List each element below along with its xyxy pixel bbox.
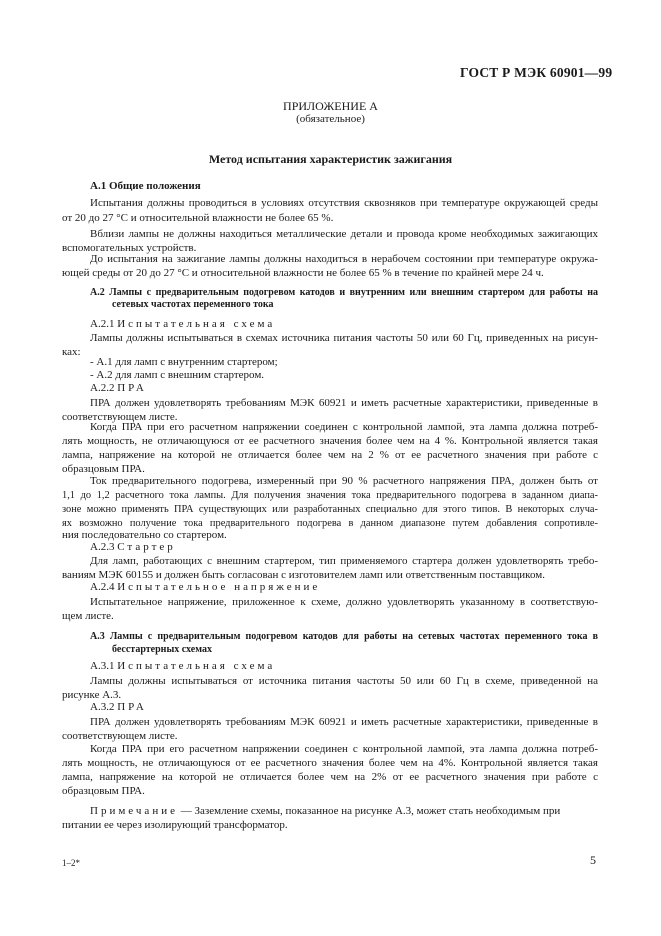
footer-mark: 1–2* — [62, 858, 80, 868]
text-line: Испытания должны проводиться в условиях отсутствия сквозняков при температуре окружающей среды — [90, 197, 598, 209]
text-line: вспомогательных устройств. — [62, 242, 197, 254]
subsection-title: ПРА — [117, 382, 147, 394]
subsection-title: Испытательная схема — [117, 318, 276, 330]
text-line: Ток предварительного подогрева, измеренный при 90 % расчетного напряжения ПРА, должен быть от — [90, 475, 598, 487]
text-line: лять мощность, не отличающуюся от ее расчетного значения более чем на 4%. Контрольной является такая — [62, 757, 598, 769]
text-line: рисунке А.3. — [62, 689, 122, 701]
appendix-title: ПРИЛОЖЕНИЕ А — [283, 99, 378, 113]
subsection-number: А.2.2 — [90, 382, 115, 394]
text-line: зоне можно применять ПРА существующих или разработанных специально для этого типов. В некоторых случа- — [62, 504, 598, 515]
text-line: До испытания на зажигание лампы должны находиться в нерабочем состоянии при температуре окружа- — [90, 253, 598, 265]
list-item: - А.1 для ламп с внутренним стартером; — [90, 356, 278, 368]
text-line: лять мощность, не отличающуюся от ее расчетного значения более чем на 4 %. Контрольной является такая — [62, 435, 598, 447]
subsection-number: А.2.4 — [90, 581, 115, 593]
text-line: ках: — [62, 346, 81, 358]
text-line: 1,1 до 1,2 расчетного тока лампы. Для получения значения тока предварительного подогрева в заданном диапа- — [62, 490, 598, 501]
section-heading: сетевых частотах переменного тока — [112, 299, 274, 310]
text-line: ния последовательно со стартером. — [62, 529, 227, 541]
subsection-title: Испытательное напряжение — [117, 581, 321, 593]
text-line: питании ее через изолирующий трансформатор. — [62, 819, 288, 831]
section-heading: бесстартерных схемах — [112, 644, 212, 655]
subsection-title: ПРА — [117, 701, 147, 713]
section-heading: А.3 Лампы с предварительным подогревом катодов для работы на сетевых частотах переменного тока в — [90, 631, 598, 642]
text-line: ваниям МЭК 60155 и должен быть согласован с изготовителем ламп или ответственным поставщиком. — [62, 569, 545, 581]
text-line: лампа, напряжение на которой не отличается более чем на 2% от ее расчетного значения при работе с — [62, 771, 598, 783]
text-line: щем листе. — [62, 610, 114, 622]
text-line: Вблизи лампы не должны находиться металлические детали и провода кроме необходимых зажигающих — [90, 228, 598, 240]
subsection-number: А.2.3 — [90, 541, 115, 553]
subsection-number: А.2.1 — [90, 318, 115, 330]
text-line: Когда ПРА при его расчетном напряжении соединен с контрольной лампой, эта лампа должна потреб- — [90, 421, 598, 433]
appendix-subtitle: (обязательное) — [296, 113, 365, 125]
text-line — [90, 701, 598, 714]
text-line — [90, 318, 598, 331]
subsection-number: А.3.2 — [90, 701, 115, 713]
standard-header: ГОСТ Р МЭК 60901—99 — [460, 65, 613, 80]
note-line — [90, 805, 598, 818]
text-line: соответствующем листе. — [62, 730, 178, 742]
note-label: Примечание — [90, 805, 178, 817]
text-line: от 20 до 27 °С и относительной влажности не более 65 %. — [62, 212, 334, 224]
text-line — [90, 581, 598, 594]
text-line: образцовым ПРА. — [62, 785, 145, 797]
text-line: соответствующем листе. — [62, 411, 178, 423]
section-heading: А.1 Общие положения — [90, 180, 201, 192]
section-heading: А.2 Лампы с предварительным подогревом катодов и внутренним или внешним стартером для работы на — [90, 287, 598, 298]
text-line: Когда ПРА при его расчетном напряжении соединен с контрольной лампой, эта лампа должна потреб- — [90, 743, 598, 755]
text-line: ющей среды от 20 до 27 °С и относительной влажности не более 65 % в течение по крайней мере 24 ч. — [62, 267, 544, 279]
note-text: — Заземление схемы, показанное на рисунке А.3, может стать необходимым при — [180, 805, 561, 817]
page-number: 5 — [590, 853, 596, 867]
text-line — [90, 541, 598, 554]
text-line: образцовым ПРА. — [62, 463, 145, 475]
text-line: ях возможно получение тока предварительного подогрева в данном диапазоне путем добавления сопротивле- — [62, 518, 598, 529]
list-item: - А.2 для ламп с внешним стартером. — [90, 369, 265, 381]
text-line: ПРА должен удовлетворять требованиям МЭК 60921 и иметь расчетные характеристики, приведенные в — [90, 716, 598, 728]
text-line: Лампы должны испытываться от источника питания частоты 50 или 60 Гц в схеме, приведенной на — [90, 675, 598, 687]
text-line — [90, 382, 598, 395]
text-line: Лампы должны испытываться в схемах источника питания частоты 50 или 60 Гц, приведенных на рисун- — [90, 332, 598, 344]
subsection-number: А.3.1 — [90, 660, 115, 672]
subsection-title: Стартер — [117, 541, 176, 553]
doc-title: Метод испытания характеристик зажигания — [208, 152, 453, 166]
text-line: Для ламп, работающих с внешним стартером, тип применяемого стартера должен удовлетворять требо- — [90, 555, 598, 567]
text-line — [90, 660, 598, 673]
text-line: Испытательное напряжение, приложенное к схеме, должно удовлетворять указанному в соответствую- — [90, 596, 598, 608]
text-line: лампа, напряжение на которой не отличается более чем на 2 % от ее расчетного значения при работе с — [62, 449, 598, 461]
text-line: ПРА должен удовлетворять требованиям МЭК 60921 и иметь расчетные характеристики, приведенные в — [90, 397, 598, 409]
subsection-title: Испытательная схема — [117, 660, 276, 672]
